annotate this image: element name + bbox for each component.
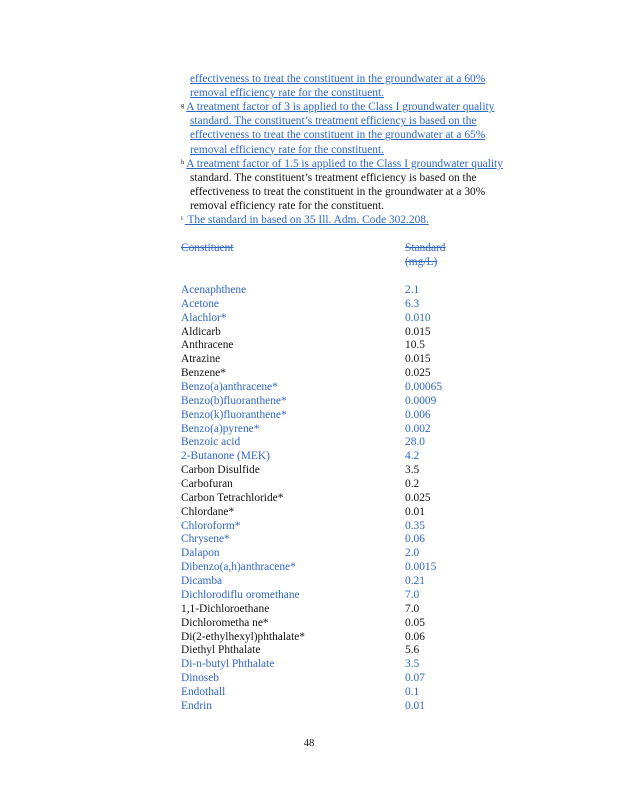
footnote-marker: g [181, 102, 185, 110]
footnote-text: standard. The constituent’s treatment efficiency is based on the [190, 171, 477, 184]
table-row [181, 477, 461, 491]
table-row [181, 283, 461, 297]
table-row [181, 643, 461, 657]
table-row [181, 574, 461, 588]
constituent-name: Endothall [181, 685, 226, 698]
constituent-name: 1,1-Dichloroethane [181, 602, 270, 615]
constituent-name: Dinoseb [181, 672, 219, 685]
table-row [181, 463, 461, 477]
table-row [181, 657, 461, 671]
constituent-name: Chlordane* [181, 505, 235, 518]
constituent-name: Benzene* [181, 367, 226, 380]
constituent-name: Benzoic acid [181, 436, 241, 449]
page-number: 48 [303, 738, 315, 749]
footnote-line [190, 185, 485, 199]
footnote-text: effectiveness to treat the constituent in the groundwater at a 30% [190, 185, 486, 198]
standard-value: 6.3 [405, 297, 420, 310]
standard-value: 0.05 [405, 616, 425, 629]
table-row [181, 380, 461, 394]
footnote-text: effectiveness to treat the constituent in the groundwater at a 65% [190, 129, 486, 142]
table-row [181, 311, 461, 325]
table-row [181, 602, 461, 616]
constituent-name: Benzo(b)fluoranthene* [181, 394, 287, 407]
standard-value: 2.0 [405, 547, 420, 560]
standard-value: 0.06 [405, 533, 425, 546]
table-row [181, 422, 461, 436]
constituent-name: Dalapon [181, 547, 220, 560]
standard-value: 0.006 [405, 408, 431, 421]
standard-value: 0.2 [405, 478, 420, 491]
standard-value: 28.0 [405, 436, 425, 449]
standard-value: 0.01 [405, 505, 425, 518]
constituent-name: Chrysene* [181, 533, 230, 546]
standard-value: 0.07 [405, 672, 425, 685]
standard-value: 10.5 [405, 339, 425, 352]
table-row [181, 449, 461, 463]
standard-value: 0.0015 [405, 561, 437, 574]
constituent-name: Dibenzo(a,h)anthracene* [181, 561, 296, 574]
footnote-line [190, 86, 384, 100]
footnote-marker: i [181, 215, 183, 222]
table-row [181, 546, 461, 560]
standard-value: 0.0009 [405, 394, 437, 407]
table-row [181, 394, 461, 408]
footnote-text: removal efficiency rate for the constituent. [190, 87, 384, 100]
constituent-name: Carbon Disulfide [181, 464, 260, 477]
constituent-name: Dicamba [181, 575, 223, 588]
table-row [181, 325, 461, 339]
footnote-text: removal efficiency rate for the constituent. [190, 199, 384, 212]
constituent-name: 2-Butanone (MEK) [181, 450, 270, 463]
table-row [181, 616, 461, 630]
constituent-name: Benzo(a)pyrene* [181, 422, 260, 435]
table-row [181, 699, 461, 713]
constituent-name: Dichlorometha ne* [181, 616, 269, 629]
standard-value: 0.002 [405, 422, 431, 435]
table-row [181, 685, 461, 699]
constituent-name: Di-n-butyl Phthalate [181, 658, 275, 671]
table-row [181, 630, 461, 644]
constituent-name: Endrin [181, 699, 213, 712]
footnote-line [190, 72, 485, 86]
standard-value: 7.0 [405, 602, 420, 615]
constituent-name: Anthracene [181, 339, 234, 352]
standard-value: 0.015 [405, 325, 431, 338]
table-row [181, 366, 461, 380]
footnote-text: A treatment factor of 3 is applied to the Class I groundwater quality [186, 101, 495, 114]
standard-value: 5.6 [405, 644, 420, 657]
standard-value: 3.5 [405, 464, 420, 477]
table-row [181, 671, 461, 685]
constituent-name: Alachlor* [181, 311, 227, 324]
header-standard: Standard [405, 242, 446, 254]
table-row [181, 491, 461, 505]
table-row [181, 532, 461, 546]
constituent-name: Benzo(a)anthracene* [181, 381, 278, 394]
constituent-name: Acenaphthene [181, 284, 247, 296]
standard-value: 0.21 [405, 575, 425, 588]
standard-value: 0.010 [405, 311, 431, 324]
footnote-line [190, 143, 384, 157]
standard-value: 0.1 [405, 685, 420, 698]
standard-value: 2.1 [405, 284, 420, 296]
constituent-name: Dichlorodiflu oromethane [181, 588, 300, 601]
standard-value: 0.35 [405, 519, 425, 532]
footnote-text: effectiveness to treat the constituent in the groundwater at a 60% [190, 73, 486, 85]
header-standard-units: (mg/L) [405, 256, 438, 268]
constituent-name: Carbon Tetrachloride* [181, 491, 284, 504]
footnote-line [181, 100, 494, 114]
table-row [181, 588, 461, 602]
standard-value: 3.5 [405, 658, 420, 671]
standard-value: 0.025 [405, 367, 431, 380]
standard-value: 4.2 [405, 450, 420, 463]
table-row [181, 408, 461, 422]
table-row [181, 505, 461, 519]
footnote-line [181, 213, 429, 227]
footnote-text: A treatment factor of 1.5 is applied to the Class I groundwater quality [186, 157, 503, 170]
standard-value: 0.015 [405, 353, 431, 366]
constituent-name: Diethyl Phthalate [181, 644, 261, 657]
footnote-text: removal efficiency rate for the constituent. [190, 143, 384, 156]
constituent-name: Atrazine [181, 353, 221, 366]
standard-value: 7.0 [405, 588, 420, 601]
footnote-text: The standard in based on 35 Ill. Adm. Code 302.208. [184, 214, 429, 226]
standard-value: 0.06 [405, 630, 425, 643]
header-constituent: Constituent [181, 242, 234, 254]
footnote-line [190, 128, 485, 142]
table-row [181, 338, 461, 352]
constituent-name: Acetone [181, 297, 219, 310]
footnote-line [190, 171, 476, 185]
table-row [181, 519, 461, 533]
table-row [181, 352, 461, 366]
constituent-name: Benzo(k)fluoranthene* [181, 408, 287, 421]
constituent-name: Aldicarb [181, 325, 221, 338]
footnote-text: standard. The constituent’s treatment efficiency is based on the [190, 115, 477, 128]
footnote-line [181, 157, 503, 171]
standard-value: 0.01 [405, 699, 425, 712]
table-row [181, 435, 461, 449]
standard-value: 0.00065 [405, 381, 443, 394]
constituent-name: Di(2-ethylhexyl)phthalate* [181, 630, 305, 643]
constituent-name: Chloroform* [181, 519, 241, 532]
table-row [181, 297, 461, 311]
footnote-marker: h [181, 158, 185, 166]
constituent-name: Carbofuran [181, 478, 233, 491]
footnote-line [190, 199, 384, 213]
footnote-line [190, 114, 476, 128]
table-row [181, 560, 461, 574]
standard-value: 0.025 [405, 491, 431, 504]
